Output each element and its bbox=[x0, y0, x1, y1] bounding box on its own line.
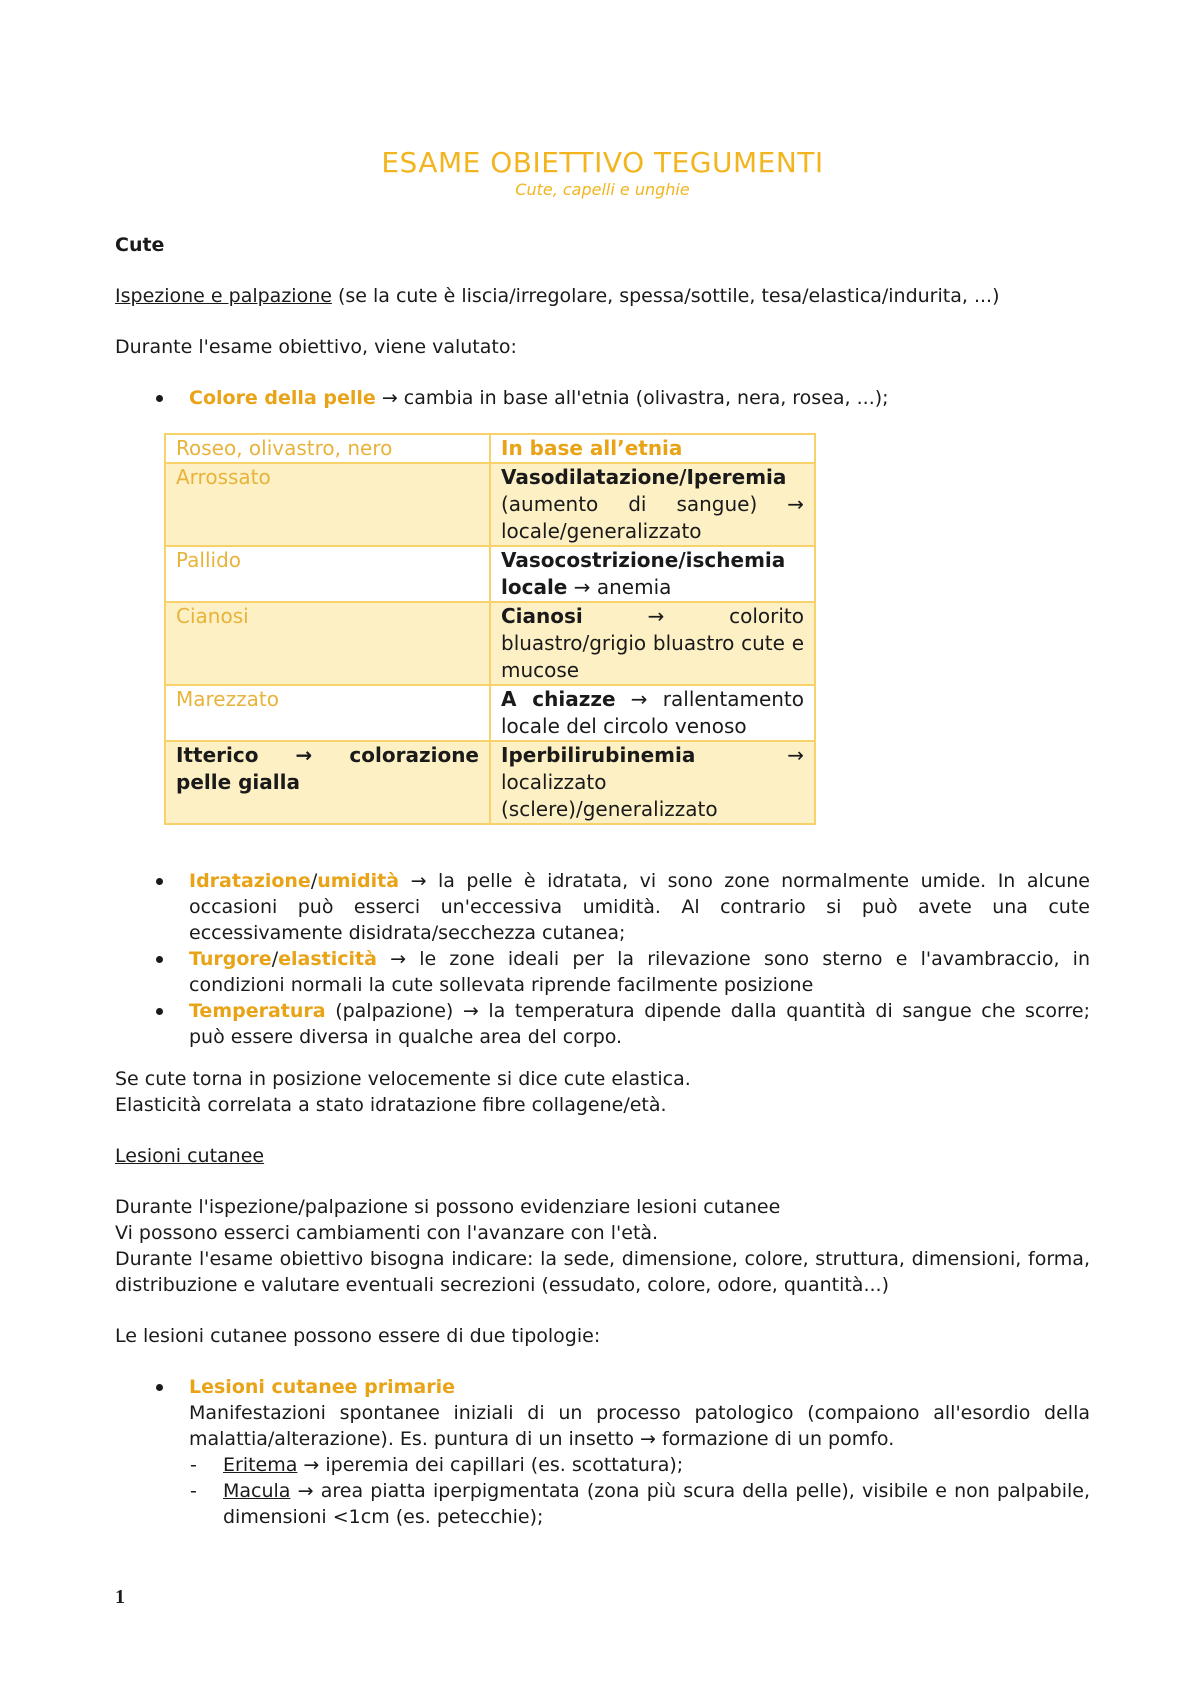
primarie-term: Lesioni cutanee primarie bbox=[189, 1376, 455, 1398]
skin-color-table bbox=[164, 433, 816, 825]
tipologie-paragraph: Le lesioni cutanee possono essere di due tipologie: bbox=[115, 1325, 601, 1347]
cell-text: → anemia bbox=[567, 575, 672, 599]
cell-text: → rallentamento locale del circolo venoso bbox=[501, 687, 804, 738]
cell-text: → colorito bluastro/grigio bluastro cute e mucose bbox=[501, 604, 804, 682]
cell-bold-text: A chiazze bbox=[501, 687, 616, 711]
list-item bbox=[115, 868, 1090, 946]
table-row bbox=[165, 546, 815, 602]
table-row bbox=[165, 434, 815, 463]
page-subtitle: Cute, capelli e unghie bbox=[515, 180, 690, 199]
cell-bold-text: Vasodilatazione/Iperemia bbox=[501, 465, 787, 489]
ispezione-paragraph bbox=[115, 283, 1090, 309]
cell-bold-text: Cianosi bbox=[501, 604, 583, 628]
cell-text: (aumento di sangue) → locale/generalizzato bbox=[501, 492, 804, 543]
ispezione-label: Ispezione e palpazione bbox=[115, 285, 332, 307]
eritema-term: Eritema bbox=[223, 1454, 298, 1476]
elasticita-term: elasticità bbox=[278, 948, 377, 970]
list-item bbox=[115, 946, 1090, 998]
table-cell-right bbox=[490, 434, 815, 463]
lesioni-line-1: Durante l'ispezione/palpazione si possono evidenziare lesioni cutanee bbox=[115, 1196, 781, 1218]
page-title: ESAME OBIETTIVO TEGUMENTI bbox=[381, 146, 824, 179]
table-cell-right bbox=[490, 546, 815, 602]
intro-paragraph: Durante l'esame obiettivo, viene valutato: bbox=[115, 336, 517, 358]
cell-text: → localizzato (sclere)/generalizzato bbox=[501, 743, 804, 821]
elasticity-line-1: Se cute torna in posizione velocemente si dice cute elastica. bbox=[115, 1068, 691, 1090]
section-heading-cute: Cute bbox=[115, 234, 165, 256]
cell-bold-text: In base all’etnia bbox=[501, 436, 683, 460]
dash-list-primarie bbox=[115, 1452, 1090, 1530]
page-number: 1 bbox=[115, 1586, 125, 1608]
bullet-list-properties bbox=[115, 868, 1090, 1050]
umidita-term: umidità bbox=[317, 870, 400, 892]
lesioni-line-2: Vi possono esserci cambiamenti con l'avanzare con l'età. bbox=[115, 1222, 659, 1244]
table-cell-left: Arrossato bbox=[165, 463, 490, 546]
table-cell-right bbox=[490, 741, 815, 824]
list-item bbox=[115, 385, 1090, 411]
list-item bbox=[115, 998, 1090, 1050]
eritema-text: → iperemia dei capillari (es. scottatura); bbox=[297, 1454, 684, 1476]
macula-term: Macula bbox=[223, 1480, 291, 1502]
colore-text: → cambia in base all'etnia (olivastra, nera, rosea, ...); bbox=[375, 387, 889, 409]
idratazione-text: → la pelle è idratata, vi sono zone normalmente umide. In alcune occasioni può esserci un'eccessiva umidità. Al contrario si può avete una cute eccessivamente disidrata/secchezza cutanea; bbox=[189, 870, 1090, 944]
idratazione-term: Idratazione bbox=[189, 870, 311, 892]
temperatura-term: Temperatura bbox=[189, 1000, 326, 1022]
table-cell-left: Marezzato bbox=[165, 685, 490, 741]
bullet-list-colore bbox=[115, 385, 1090, 411]
table-row bbox=[165, 741, 815, 824]
cell-bold-text: Iperbilirubinemia bbox=[501, 743, 696, 767]
table-cell-left: Roseo, olivastro, nero bbox=[165, 434, 490, 463]
lesioni-line-3: Durante l'esame obiettivo bisogna indicare: la sede, dimensione, colore, struttura, dimensioni, forma, distribuzione e valutare eventuali secrezioni (essudato, colore, odore, quantità...) bbox=[115, 1248, 1090, 1296]
section-heading-lesioni: Lesioni cutanee bbox=[115, 1145, 265, 1167]
list-item bbox=[115, 1374, 1090, 1452]
colore-term: Colore della pelle bbox=[189, 387, 376, 409]
ispezione-text: (se la cute è liscia/irregolare, spessa/sottile, tesa/elastica/indurita, ...) bbox=[331, 285, 1000, 307]
separator: / bbox=[310, 870, 318, 892]
cell-bold-text: Vasocostrizione/ischemia locale bbox=[501, 548, 786, 599]
table-row bbox=[165, 685, 815, 741]
list-item bbox=[115, 1452, 1090, 1478]
separator: / bbox=[271, 948, 279, 970]
table-cell-right bbox=[490, 685, 815, 741]
table-cell-left: Cianosi bbox=[165, 602, 490, 685]
temperatura-text: (palpazione) → la temperatura dipende dalla quantità di sangue che scorre; può essere diversa in qualche area del corpo. bbox=[189, 1000, 1090, 1048]
list-item bbox=[115, 1478, 1090, 1530]
elasticity-line-2: Elasticità correlata a stato idratazione fibre collagene/età. bbox=[115, 1094, 667, 1116]
turgore-term: Turgore bbox=[189, 948, 272, 970]
table-row bbox=[165, 602, 815, 685]
table-cell-right bbox=[490, 602, 815, 685]
macula-text: → area piatta iperpigmentata (zona più scura della pelle), visibile e non palpabile, dimensioni <1cm (es. petecchie); bbox=[223, 1480, 1090, 1528]
turgore-text: → le zone ideali per la rilevazione sono sterno e l'avambraccio, in condizioni normali la cute sollevata riprende facilmente posizione bbox=[189, 948, 1090, 996]
table-cell-right bbox=[490, 463, 815, 546]
table-cell-left: Pallido bbox=[165, 546, 490, 602]
primarie-description: Manifestazioni spontanee iniziali di un processo patologico (compaiono all'esordio della malattia/alterazione). Es. puntura di un insetto → formazione di un pomfo. bbox=[189, 1402, 1090, 1450]
bullet-list-lesioni bbox=[115, 1374, 1090, 1452]
table-cell-left: Itterico → colorazione pelle gialla bbox=[165, 741, 490, 824]
table-row bbox=[165, 463, 815, 546]
